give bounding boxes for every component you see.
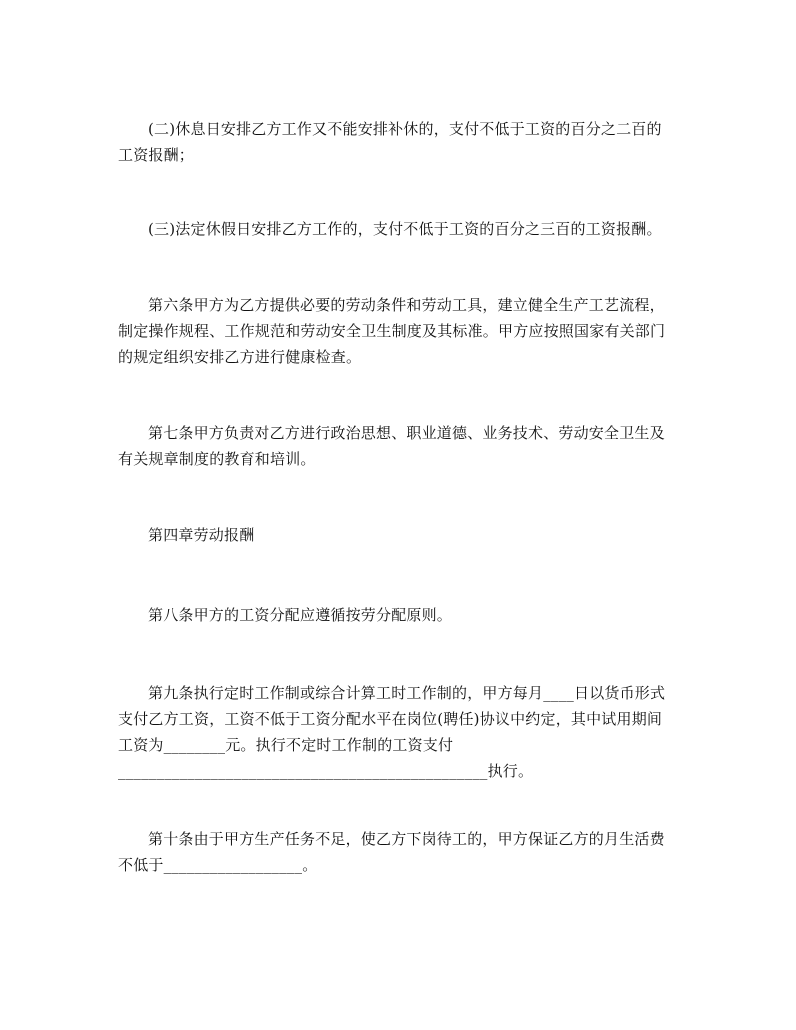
paragraph-rest-day-pay <box>118 116 678 168</box>
paragraph-article-8 <box>118 602 678 628</box>
text-line: 不低于__________________。 <box>118 856 318 874</box>
text-line: 第十条由于甲方生产任务不足，使乙方下岗待工的，甲方保证乙方的月生活费 <box>148 830 665 848</box>
text-line: 工资为________元。执行不定时工作制的工资支付 <box>118 736 454 754</box>
paragraph-article-6 <box>118 292 678 370</box>
text-line: 第九条执行定时工作制或综合计算工时工作制的，甲方每月____日以货币形式 <box>148 684 666 702</box>
text-line: (三)法定休假日安排乙方工作的，支付不低于工资的百分之三百的工资报酬。 <box>148 220 662 238</box>
text-line: ________________________________________________执行。 <box>118 762 534 780</box>
text-line: 制定操作规程、工作规范和劳动安全卫生制度及其标准。甲方应按照国家有关部门 <box>118 322 666 340</box>
chapter-heading-4 <box>118 522 678 548</box>
text-line: 有关规章制度的教育和培训。 <box>118 450 316 468</box>
text-line: 支付乙方工资，工资不低于工资分配水平在岗位(聘任)协议中约定，其中试用期间 <box>118 710 663 728</box>
paragraph-article-9 <box>118 680 678 784</box>
paragraph-holiday-pay <box>118 216 678 242</box>
text-line: 的规定组织安排乙方进行健康检查。 <box>118 348 362 366</box>
text-line: 第七条甲方负责对乙方进行政治思想、职业道德、业务技术、劳动安全卫生及 <box>148 424 665 442</box>
text-line: (二)休息日安排乙方工作又不能安排补休的，支付不低于工资的百分之二百的 <box>148 120 662 138</box>
text-line: 工资报酬； <box>118 146 195 164</box>
text-line: 第八条甲方的工资分配应遵循按劳分配原则。 <box>148 606 453 624</box>
paragraph-article-10 <box>118 826 678 878</box>
text-line: 第六条甲方为乙方提供必要的劳动条件和劳动工具，建立健全生产工艺流程， <box>148 296 665 314</box>
paragraph-article-7 <box>118 420 678 472</box>
text-line: 第四章劳动报酬 <box>148 526 255 544</box>
